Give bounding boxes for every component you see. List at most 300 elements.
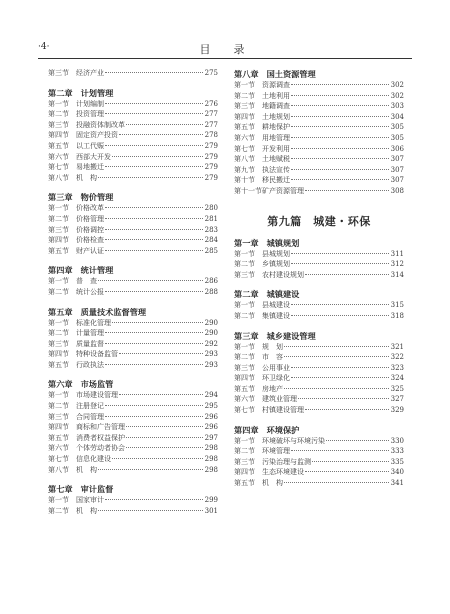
dot-leader <box>105 145 203 146</box>
section-number: 第五节 <box>234 384 255 393</box>
toc-entry[interactable] <box>48 235 218 246</box>
dot-leader <box>291 95 389 96</box>
section-number: 第十节 <box>234 176 255 185</box>
dot-leader <box>291 126 389 127</box>
section-title: 国家审计 <box>76 496 104 505</box>
chapter-number: 第二章 <box>48 87 73 98</box>
page-ref: 308 <box>390 186 404 195</box>
chapter-title: 统计管理 <box>80 265 114 276</box>
section-number: 第十一节 <box>234 186 262 195</box>
dot-leader <box>291 253 389 254</box>
section-number: 第七节 <box>48 163 69 172</box>
section-number: 第三节 <box>48 412 69 421</box>
toc-entry[interactable] <box>234 80 404 91</box>
chapter-heading <box>234 424 404 436</box>
page-ref: 322 <box>390 353 404 362</box>
toc-entry[interactable] <box>48 495 218 506</box>
page-ref: 296 <box>204 412 218 421</box>
toc-entry[interactable] <box>234 133 404 144</box>
section-number: 第一节 <box>234 249 255 258</box>
section-title: 统计公报 <box>76 287 104 296</box>
toc-entry[interactable] <box>48 141 218 152</box>
page-ref: 299 <box>204 496 218 505</box>
chapter-number: 第八章 <box>234 69 259 79</box>
dot-leader <box>105 250 203 251</box>
page-ref: 279 <box>204 152 218 161</box>
page-ref: 277 <box>204 120 218 129</box>
section-number: 第六节 <box>48 152 69 161</box>
part-title: 第九篇 城建・环保 <box>267 214 371 228</box>
chapter-heading <box>234 330 404 342</box>
chapter-heading <box>48 483 218 495</box>
dot-leader <box>291 377 389 378</box>
section-title: 移民搬迁 <box>262 176 290 185</box>
page-ref: 302 <box>390 81 404 89</box>
spacer <box>234 280 404 288</box>
toc-entry[interactable] <box>48 225 218 236</box>
section-title: 机 构 <box>262 479 283 488</box>
dot-leader <box>126 447 203 448</box>
toc-entry[interactable] <box>234 249 404 260</box>
chapter-heading <box>234 288 404 300</box>
toc-entry[interactable] <box>48 162 218 173</box>
spacer <box>234 416 404 424</box>
dot-leader <box>126 437 203 438</box>
section-title: 经济产业 <box>76 69 104 77</box>
page-ref: 321 <box>390 342 404 351</box>
section-title: 价格调控 <box>76 225 104 234</box>
section-title: 普 查 <box>76 277 97 286</box>
section-title: 县城建设 <box>262 301 290 310</box>
chapter-heading <box>48 378 218 390</box>
toc-entry[interactable] <box>48 412 218 423</box>
toc-entry[interactable] <box>234 467 404 478</box>
spacer <box>48 183 218 191</box>
toc-entry[interactable] <box>48 506 218 517</box>
spacer <box>48 475 218 483</box>
section-number: 第四节 <box>48 423 69 432</box>
toc-entry[interactable] <box>48 214 218 225</box>
section-title: 价格检查 <box>76 236 104 245</box>
section-title: 质量监督 <box>76 339 104 348</box>
chapter-heading <box>48 191 218 203</box>
dot-leader <box>105 207 203 208</box>
section-number: 第七节 <box>48 455 69 464</box>
page-ref: 311 <box>390 249 404 258</box>
page-ref: 327 <box>390 395 404 404</box>
section-title: 县城规划 <box>262 249 290 258</box>
section-number: 第七节 <box>234 144 255 153</box>
section-number: 第二节 <box>48 402 69 411</box>
page-ref: 280 <box>204 204 218 213</box>
chapter-heading <box>234 237 404 249</box>
toc-entry[interactable] <box>234 394 404 405</box>
section-title: 环卫绿化 <box>262 374 290 383</box>
section-number: 第五节 <box>48 433 69 442</box>
section-number: 第二节 <box>234 260 255 269</box>
toc-right-column <box>234 68 404 489</box>
page-ref: 333 <box>390 447 404 456</box>
section-title: 合同管理 <box>76 412 104 421</box>
section-title: 价格管理 <box>76 214 104 223</box>
section-number: 第三节 <box>234 102 255 111</box>
dot-leader <box>291 116 389 117</box>
toc-entry[interactable] <box>48 422 218 433</box>
chapter-title: 城镇建设 <box>266 289 300 300</box>
section-title: 土地利用 <box>262 91 290 100</box>
page-ref: 285 <box>204 246 218 255</box>
section-number: 第四节 <box>48 131 69 140</box>
dot-leader <box>105 405 203 406</box>
page-ref: 314 <box>390 270 404 279</box>
section-number: 第三节 <box>234 363 255 372</box>
section-number: 第三节 <box>234 270 255 279</box>
section-title: 执法宣传 <box>262 165 290 174</box>
page-ref: 284 <box>204 236 218 245</box>
chapter-number: 第四章 <box>234 424 259 435</box>
section-title: 行政执法 <box>76 360 104 369</box>
dot-leader <box>112 322 203 323</box>
section-title: 机 构 <box>76 506 97 515</box>
section-number: 第一节 <box>48 204 69 213</box>
page-ref: 307 <box>390 155 404 164</box>
chapter-title: 城乡建设管理 <box>266 330 316 341</box>
toc-entry[interactable] <box>48 318 218 329</box>
toc-entry[interactable] <box>48 360 218 371</box>
toc-entry[interactable] <box>48 349 218 360</box>
dot-leader <box>98 177 203 178</box>
dot-leader <box>291 158 389 159</box>
section-number: 第一节 <box>48 496 69 505</box>
toc-entry[interactable] <box>234 186 404 197</box>
section-number: 第三节 <box>48 69 69 77</box>
dot-leader <box>305 190 389 191</box>
page-ref: 324 <box>390 374 404 383</box>
dot-leader <box>291 367 389 368</box>
section-number: 第五节 <box>48 246 69 255</box>
toc-entry[interactable] <box>234 478 404 489</box>
toc-entry[interactable] <box>234 446 404 457</box>
section-title: 易地搬迁 <box>76 163 104 172</box>
page-ref: 281 <box>204 214 218 223</box>
toc-left-column <box>48 68 218 516</box>
chapter-number: 第四章 <box>48 265 73 276</box>
chapter-title: 城镇规划 <box>266 237 300 248</box>
chapter-title: 计划管理 <box>80 87 114 98</box>
dot-leader <box>105 103 203 104</box>
dot-leader <box>105 343 203 344</box>
section-title: 村镇建设管理 <box>262 406 304 415</box>
toc-entry[interactable] <box>234 101 404 112</box>
spacer <box>48 256 218 264</box>
chapter-title: 物价管理 <box>80 192 114 203</box>
page-ref: 293 <box>204 360 218 369</box>
section-number: 第一节 <box>48 318 69 327</box>
section-title: 机 构 <box>76 173 97 182</box>
dot-leader <box>105 291 203 292</box>
page-ref: 298 <box>204 444 218 453</box>
page-ref: 276 <box>204 99 218 108</box>
chapter-title: 审计监督 <box>80 484 114 495</box>
toc-entry[interactable] <box>48 390 218 401</box>
section-title: 建筑业管理 <box>262 395 297 404</box>
page-ref: 304 <box>390 112 404 121</box>
toc-entry[interactable] <box>48 99 218 110</box>
dot-leader <box>291 169 389 170</box>
page-ref: 335 <box>390 457 404 466</box>
section-title: 价格改革 <box>76 204 104 213</box>
spacer <box>234 322 404 330</box>
dot-leader <box>105 113 203 114</box>
toc-entry[interactable] <box>234 259 404 270</box>
section-number: 第一节 <box>234 81 255 89</box>
dot-leader <box>119 394 203 395</box>
dot-leader <box>298 398 389 399</box>
toc-entry[interactable] <box>234 154 404 165</box>
section-number: 第一节 <box>234 436 255 445</box>
toc-entry[interactable] <box>234 405 404 416</box>
toc-entry[interactable] <box>48 203 218 214</box>
section-number: 第五节 <box>234 479 255 488</box>
chapter-heading <box>48 306 218 318</box>
section-title: 土地赋税 <box>262 155 290 164</box>
page-ref: 302 <box>390 91 404 100</box>
dot-leader <box>305 471 389 472</box>
section-number: 第三节 <box>234 457 255 466</box>
page-ref: 323 <box>390 363 404 372</box>
dot-leader <box>291 315 389 316</box>
page-ref: 288 <box>204 287 218 296</box>
toc-entry[interactable] <box>48 152 218 163</box>
dot-leader <box>291 263 389 264</box>
section-number: 第二节 <box>48 214 69 223</box>
section-title: 西部大开发 <box>76 152 111 161</box>
page-ref: 283 <box>204 225 218 234</box>
page-ref: 329 <box>390 406 404 415</box>
section-title: 规 划 <box>262 342 283 351</box>
toc-entry[interactable] <box>48 328 218 339</box>
chapter-title: 市场监管 <box>80 379 114 390</box>
toc-entry[interactable] <box>234 270 404 281</box>
section-number: 第三节 <box>48 120 69 129</box>
section-number: 第一节 <box>48 277 69 286</box>
section-title: 用地管理 <box>262 133 290 142</box>
section-number: 第二节 <box>234 91 255 100</box>
toc-entry[interactable] <box>48 465 218 476</box>
spacer <box>234 197 404 205</box>
section-number: 第二节 <box>234 353 255 362</box>
toc-entry[interactable] <box>48 454 218 465</box>
chapter-number: 第三章 <box>48 192 73 203</box>
dot-leader <box>98 469 203 470</box>
section-number: 第二节 <box>234 447 255 456</box>
section-number: 第七节 <box>234 406 255 415</box>
spacer <box>48 79 218 87</box>
page-ref: 279 <box>204 163 218 172</box>
page-ref: 305 <box>390 133 404 142</box>
section-number: 第五节 <box>48 141 69 150</box>
toc-entry[interactable] <box>48 173 218 184</box>
dot-leader <box>105 239 203 240</box>
dot-leader <box>98 280 203 281</box>
page-number: ·4· <box>38 42 50 52</box>
section-title: 矿产资源管理 <box>262 186 304 195</box>
page-ref: 275 <box>204 69 218 77</box>
dot-leader <box>291 148 389 149</box>
section-title: 环境管理 <box>262 447 290 456</box>
section-title: 个体劳动者协会 <box>76 444 125 453</box>
section-number: 第二节 <box>48 110 69 119</box>
spacer <box>48 298 218 306</box>
page-title: 目 录 <box>199 43 251 56</box>
page-ref: 290 <box>204 329 218 338</box>
page-ref: 307 <box>390 165 404 174</box>
chapter-heading <box>48 87 218 99</box>
toc-entry[interactable] <box>48 287 218 298</box>
section-title: 房地产 <box>262 384 283 393</box>
section-number: 第一节 <box>234 342 255 351</box>
section-title: 投融资体制改革 <box>76 120 125 129</box>
page-ref: 286 <box>204 277 218 286</box>
page-ref: 341 <box>390 479 404 488</box>
section-title: 乡镇规划 <box>262 260 290 269</box>
section-title: 市 容 <box>262 353 283 362</box>
section-title: 投资管理 <box>76 110 104 119</box>
dot-leader <box>105 416 203 417</box>
chapter-number: 第三章 <box>234 330 259 341</box>
section-number: 第三节 <box>48 339 69 348</box>
toc-entry[interactable] <box>48 68 218 79</box>
toc-entry[interactable] <box>48 433 218 444</box>
page-ref: 315 <box>390 301 404 310</box>
section-number: 第九节 <box>234 165 255 174</box>
page-ref: 277 <box>204 110 218 119</box>
dot-leader <box>291 304 389 305</box>
dot-leader <box>105 332 203 333</box>
section-title: 污染治理与监测 <box>262 457 311 466</box>
chapter-title: 国土资源管理 <box>266 69 316 79</box>
section-number: 第一节 <box>48 391 69 400</box>
toc-entry[interactable] <box>234 311 404 322</box>
dot-leader <box>291 137 389 138</box>
section-title: 信息化建设 <box>76 455 111 464</box>
dot-leader <box>312 461 389 462</box>
toc-entry[interactable] <box>234 144 404 155</box>
page-ref: 279 <box>204 141 218 150</box>
page-ref: 330 <box>390 436 404 445</box>
section-title: 财产认证 <box>76 246 104 255</box>
page-ref: 292 <box>204 339 218 348</box>
toc-entry[interactable] <box>234 112 404 123</box>
section-number: 第二节 <box>48 287 69 296</box>
section-number: 第二节 <box>234 311 255 320</box>
section-title: 生态环境建设 <box>262 468 304 477</box>
section-title: 市场建设管理 <box>76 391 118 400</box>
chapter-number: 第五章 <box>48 306 73 317</box>
section-title: 地籍调查 <box>262 102 290 111</box>
spacer <box>48 370 218 378</box>
toc-entry[interactable] <box>48 109 218 120</box>
section-number: 第八节 <box>48 173 69 182</box>
section-title: 计量管理 <box>76 329 104 338</box>
section-number: 第八节 <box>48 465 69 474</box>
toc-entry[interactable] <box>48 443 218 454</box>
dot-leader <box>291 84 389 85</box>
dot-leader <box>119 353 203 354</box>
dot-leader <box>291 450 389 451</box>
page-ref: 303 <box>390 102 404 111</box>
section-title: 农村建设规划 <box>262 270 304 279</box>
section-number: 第四节 <box>48 236 69 245</box>
toc-entry[interactable] <box>48 130 218 141</box>
toc-entry[interactable] <box>234 352 404 363</box>
dot-leader <box>105 218 203 219</box>
chapter-number: 第二章 <box>234 289 259 300</box>
toc-entry[interactable] <box>234 363 404 374</box>
page-header <box>38 40 412 59</box>
spacer <box>234 205 404 213</box>
toc-entry[interactable] <box>234 122 404 133</box>
chapter-heading <box>48 264 218 276</box>
dot-leader <box>119 134 203 135</box>
toc-entry[interactable] <box>48 401 218 412</box>
section-title: 商标和广告管理 <box>76 423 125 432</box>
dot-leader <box>112 156 203 157</box>
toc-entry[interactable] <box>234 436 404 447</box>
section-title: 固定资产投资 <box>76 131 118 140</box>
section-number: 第五节 <box>234 123 255 132</box>
section-title: 环境破坏与环境污染 <box>262 436 325 445</box>
page-ref: 306 <box>390 144 404 153</box>
page-ref: 305 <box>390 123 404 132</box>
toc-entry[interactable] <box>48 246 218 257</box>
section-number: 第四节 <box>48 350 69 359</box>
section-title: 资源调查 <box>262 81 290 89</box>
page-ref: 298 <box>204 455 218 464</box>
toc-entry[interactable] <box>48 339 218 350</box>
section-number: 第六节 <box>234 133 255 142</box>
dot-leader <box>105 72 203 73</box>
chapter-title: 质量技术监督管理 <box>80 306 147 317</box>
section-number: 第一节 <box>48 99 69 108</box>
toc-entry[interactable] <box>234 457 404 468</box>
chapter-number: 第一章 <box>234 237 259 248</box>
section-title: 机 构 <box>76 465 97 474</box>
toc-entry[interactable] <box>234 165 404 176</box>
chapter-number: 第七章 <box>48 484 73 495</box>
toc-entry[interactable] <box>234 384 404 395</box>
toc-entry[interactable] <box>48 276 218 287</box>
toc-entry[interactable] <box>234 91 404 102</box>
toc-entry[interactable] <box>234 342 404 353</box>
dot-leader <box>291 179 389 180</box>
page-ref: 294 <box>204 391 218 400</box>
section-number: 第四节 <box>234 112 255 121</box>
page-ref: 290 <box>204 318 218 327</box>
toc-entry[interactable] <box>48 120 218 131</box>
toc-entry[interactable] <box>234 300 404 311</box>
section-number: 第五节 <box>48 360 69 369</box>
dot-leader <box>284 346 389 347</box>
section-number: 第三节 <box>48 225 69 234</box>
toc-entry[interactable] <box>234 175 404 186</box>
page-ref: 298 <box>204 465 218 474</box>
page-ref: 279 <box>204 173 218 182</box>
dot-leader <box>105 166 203 167</box>
toc-entry[interactable] <box>234 373 404 384</box>
section-title: 消费者权益保护 <box>76 433 125 442</box>
dot-leader <box>98 510 203 511</box>
